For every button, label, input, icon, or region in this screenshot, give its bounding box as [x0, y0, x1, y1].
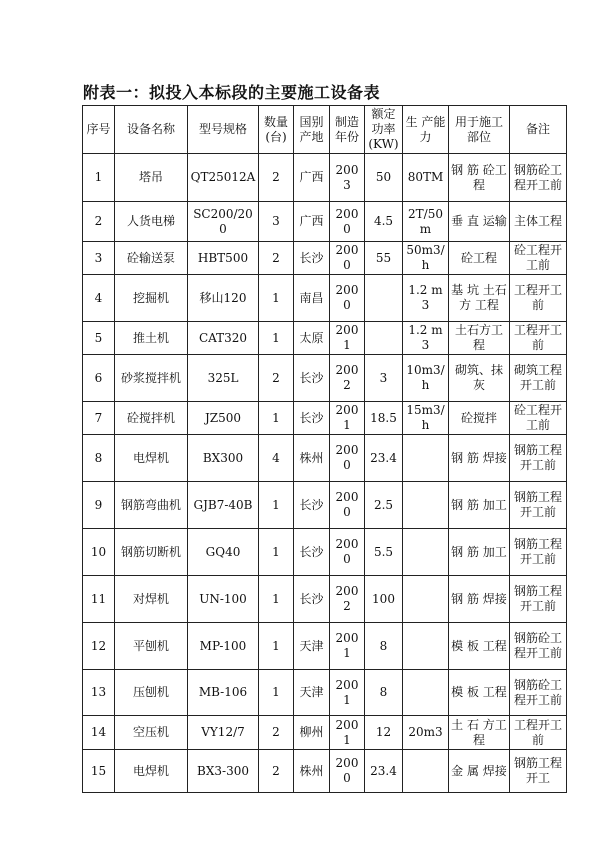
equipment-name: 砼输送泵 — [115, 242, 188, 275]
column-header: 额定功率(KW) — [365, 106, 403, 154]
production-capacity: 15m3/h — [403, 402, 449, 435]
production-capacity — [403, 482, 449, 529]
remark: 钢筋砼工程开工前 — [510, 623, 567, 670]
table-row — [83, 402, 567, 435]
origin: 广西 — [294, 202, 330, 242]
production-capacity: 50m3/h — [403, 242, 449, 275]
table-row — [83, 275, 567, 322]
row-number: 13 — [83, 670, 115, 716]
usage-location: 砼搅拌 — [449, 402, 510, 435]
rated-power — [365, 275, 403, 322]
row-number: 10 — [83, 529, 115, 576]
equipment-name: 电焊机 — [115, 750, 188, 793]
table-row — [83, 576, 567, 623]
origin: 长沙 — [294, 402, 330, 435]
row-number: 8 — [83, 435, 115, 482]
manufacture-year: 2000 — [330, 242, 365, 275]
model-spec: UN-100 — [188, 576, 259, 623]
production-capacity — [403, 750, 449, 793]
column-header: 型号规格 — [188, 106, 259, 154]
remark: 钢筋工程开工前 — [510, 576, 567, 623]
manufacture-year: 2000 — [330, 275, 365, 322]
row-number: 5 — [83, 322, 115, 355]
row-number: 11 — [83, 576, 115, 623]
row-number: 6 — [83, 355, 115, 402]
model-spec: SC200/200 — [188, 202, 259, 242]
manufacture-year: 2001 — [330, 402, 365, 435]
production-capacity: 2T/50m — [403, 202, 449, 242]
equipment-name: 人货电梯 — [115, 202, 188, 242]
quantity: 1 — [259, 623, 294, 670]
usage-location: 钢 筋 焊接 — [449, 435, 510, 482]
production-capacity — [403, 670, 449, 716]
table-row — [83, 322, 567, 355]
remark: 工程开工前 — [510, 275, 567, 322]
equipment-name: 空压机 — [115, 716, 188, 750]
column-header: 设备名称 — [115, 106, 188, 154]
model-spec: MP-100 — [188, 623, 259, 670]
manufacture-year: 2001 — [330, 670, 365, 716]
remark: 钢筋工程开工前 — [510, 529, 567, 576]
table-row — [83, 242, 567, 275]
model-spec: MB-106 — [188, 670, 259, 716]
equipment-name: 推土机 — [115, 322, 188, 355]
quantity: 2 — [259, 355, 294, 402]
column-header: 生 产能力 — [403, 106, 449, 154]
manufacture-year: 2000 — [330, 750, 365, 793]
origin: 天津 — [294, 670, 330, 716]
manufacture-year: 2000 — [330, 529, 365, 576]
equipment-name: 电焊机 — [115, 435, 188, 482]
rated-power — [365, 322, 403, 355]
origin: 长沙 — [294, 242, 330, 275]
manufacture-year: 2003 — [330, 154, 365, 202]
origin: 长沙 — [294, 529, 330, 576]
model-spec: CAT320 — [188, 322, 259, 355]
model-spec: BX3-300 — [188, 750, 259, 793]
origin: 柳州 — [294, 716, 330, 750]
origin: 长沙 — [294, 576, 330, 623]
origin: 株州 — [294, 750, 330, 793]
table-header-row — [83, 106, 567, 154]
model-spec: GQ40 — [188, 529, 259, 576]
quantity: 1 — [259, 576, 294, 623]
usage-location: 土 石 方工程 — [449, 716, 510, 750]
manufacture-year: 2002 — [330, 576, 365, 623]
production-capacity — [403, 435, 449, 482]
equipment-name: 钢筋切断机 — [115, 529, 188, 576]
rated-power: 12 — [365, 716, 403, 750]
equipment-name: 砂浆搅拌机 — [115, 355, 188, 402]
model-spec: 325L — [188, 355, 259, 402]
model-spec: BX300 — [188, 435, 259, 482]
equipment-name: 钢筋弯曲机 — [115, 482, 188, 529]
table-row — [83, 623, 567, 670]
production-capacity: 80TM — [403, 154, 449, 202]
rated-power: 23.4 — [365, 435, 403, 482]
column-header: 国别产地 — [294, 106, 330, 154]
table-row — [83, 529, 567, 576]
rated-power: 5.5 — [365, 529, 403, 576]
rated-power: 100 — [365, 576, 403, 623]
table-row — [83, 750, 567, 793]
equipment-table — [82, 105, 567, 793]
usage-location: 模 板 工程 — [449, 670, 510, 716]
production-capacity — [403, 529, 449, 576]
quantity: 2 — [259, 242, 294, 275]
rated-power: 23.4 — [365, 750, 403, 793]
remark: 工程开工前 — [510, 716, 567, 750]
manufacture-year: 2001 — [330, 716, 365, 750]
row-number: 4 — [83, 275, 115, 322]
column-header: 序号 — [83, 106, 115, 154]
usage-location: 土石方工程 — [449, 322, 510, 355]
rated-power: 8 — [365, 670, 403, 716]
table-row — [83, 482, 567, 529]
remark: 主体工程 — [510, 202, 567, 242]
rated-power: 50 — [365, 154, 403, 202]
table-row — [83, 355, 567, 402]
equipment-name: 砼搅拌机 — [115, 402, 188, 435]
manufacture-year: 2000 — [330, 482, 365, 529]
quantity: 1 — [259, 482, 294, 529]
origin: 天津 — [294, 623, 330, 670]
rated-power: 4.5 — [365, 202, 403, 242]
row-number: 9 — [83, 482, 115, 529]
usage-location: 金 属 焊接 — [449, 750, 510, 793]
remark: 砼工程开工前 — [510, 242, 567, 275]
manufacture-year: 2000 — [330, 202, 365, 242]
remark: 钢筋工程开工前 — [510, 482, 567, 529]
row-number: 2 — [83, 202, 115, 242]
production-capacity — [403, 623, 449, 670]
equipment-name: 对焊机 — [115, 576, 188, 623]
quantity: 2 — [259, 154, 294, 202]
origin: 长沙 — [294, 482, 330, 529]
usage-location: 基 坑 土石 方 工程 — [449, 275, 510, 322]
origin: 太原 — [294, 322, 330, 355]
rated-power: 55 — [365, 242, 403, 275]
equipment-name: 平刨机 — [115, 623, 188, 670]
column-header: 用于施工部位 — [449, 106, 510, 154]
model-spec: 移山120 — [188, 275, 259, 322]
origin: 广西 — [294, 154, 330, 202]
equipment-name: 挖掘机 — [115, 275, 188, 322]
remark: 工程开工前 — [510, 322, 567, 355]
row-number: 1 — [83, 154, 115, 202]
column-header: 数量(台) — [259, 106, 294, 154]
production-capacity: 1.2 m3 — [403, 322, 449, 355]
manufacture-year: 2002 — [330, 355, 365, 402]
production-capacity — [403, 576, 449, 623]
model-spec: QT25012A — [188, 154, 259, 202]
quantity: 2 — [259, 716, 294, 750]
table-row — [83, 670, 567, 716]
rated-power: 18.5 — [365, 402, 403, 435]
equipment-name: 塔吊 — [115, 154, 188, 202]
remark: 钢筋砼工程开工前 — [510, 154, 567, 202]
remark: 钢筋工程开工 — [510, 750, 567, 793]
remark: 砌筑工程开工前 — [510, 355, 567, 402]
table-row — [83, 435, 567, 482]
origin: 南昌 — [294, 275, 330, 322]
quantity: 1 — [259, 670, 294, 716]
quantity: 1 — [259, 529, 294, 576]
table-row — [83, 154, 567, 202]
table-row — [83, 202, 567, 242]
manufacture-year: 2001 — [330, 322, 365, 355]
rated-power: 3 — [365, 355, 403, 402]
model-spec: GJB7-40B — [188, 482, 259, 529]
quantity: 1 — [259, 322, 294, 355]
origin: 长沙 — [294, 355, 330, 402]
manufacture-year: 2001 — [330, 623, 365, 670]
row-number: 12 — [83, 623, 115, 670]
usage-location: 垂 直 运输 — [449, 202, 510, 242]
model-spec: VY12/7 — [188, 716, 259, 750]
production-capacity: 10m3/h — [403, 355, 449, 402]
row-number: 7 — [83, 402, 115, 435]
production-capacity: 1.2 m3 — [403, 275, 449, 322]
quantity: 2 — [259, 750, 294, 793]
column-header: 备注 — [510, 106, 567, 154]
usage-location: 钢 筋 焊接 — [449, 576, 510, 623]
rated-power: 2.5 — [365, 482, 403, 529]
row-number: 3 — [83, 242, 115, 275]
model-spec: HBT500 — [188, 242, 259, 275]
table-row — [83, 716, 567, 750]
usage-location: 钢 筋 砼工程 — [449, 154, 510, 202]
production-capacity: 20m3 — [403, 716, 449, 750]
row-number: 14 — [83, 716, 115, 750]
usage-location: 钢 筋 加工 — [449, 529, 510, 576]
equipment-name: 压刨机 — [115, 670, 188, 716]
row-number: 15 — [83, 750, 115, 793]
quantity: 3 — [259, 202, 294, 242]
usage-location: 砌筑、抹灰 — [449, 355, 510, 402]
remark: 钢筋砼工程开工前 — [510, 670, 567, 716]
quantity: 1 — [259, 402, 294, 435]
model-spec: JZ500 — [188, 402, 259, 435]
usage-location: 模 板 工程 — [449, 623, 510, 670]
page-title: 附表一：拟投入本标段的主要施工设备表 — [83, 83, 381, 102]
manufacture-year: 2000 — [330, 435, 365, 482]
origin: 株州 — [294, 435, 330, 482]
remark: 钢筋工程开工前 — [510, 435, 567, 482]
usage-location: 砼工程 — [449, 242, 510, 275]
quantity: 1 — [259, 275, 294, 322]
quantity: 4 — [259, 435, 294, 482]
usage-location: 钢 筋 加工 — [449, 482, 510, 529]
rated-power: 8 — [365, 623, 403, 670]
column-header: 制造年份 — [330, 106, 365, 154]
remark: 砼工程开工前 — [510, 402, 567, 435]
